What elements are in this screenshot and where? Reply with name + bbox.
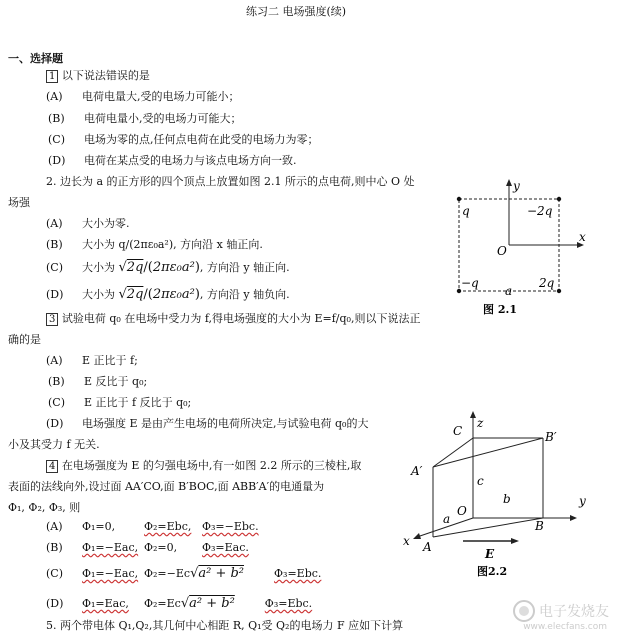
q2-stem-line2: 场强 bbox=[8, 196, 30, 209]
q1-option-d bbox=[48, 152, 297, 168]
option-text: 电场为零的点,任何点电荷在此受的电场力为零； bbox=[84, 133, 319, 146]
option-part: Φ₃=Ebc. bbox=[264, 597, 313, 610]
q4-option-a bbox=[46, 520, 259, 533]
q1-number: 1 bbox=[46, 70, 58, 83]
q4-number: 4 bbox=[46, 460, 58, 473]
q3-option-d-continued: 小及其受力 f 无关. bbox=[8, 438, 100, 451]
z-arrow-icon bbox=[470, 411, 476, 418]
edge-CA' bbox=[433, 438, 473, 467]
q5-stem: 5. 两个带电体 Q₁,Q₂,其几何中心相距 R, Q₁受 Q₂的电场力 F 应如下计算 bbox=[46, 619, 404, 632]
q2c-formula: √2q/(2πε₀a²) bbox=[118, 260, 200, 275]
option-label: (C) bbox=[48, 133, 65, 146]
sqrt-radicand: a² + b² bbox=[198, 566, 245, 581]
q2-option-d bbox=[46, 286, 290, 302]
label-B: B bbox=[535, 519, 544, 533]
label-C: C bbox=[453, 424, 463, 438]
charge-point bbox=[457, 197, 461, 201]
q1-stem bbox=[46, 67, 150, 83]
q3-option-b bbox=[48, 373, 147, 389]
option-part: Φ₃=Eac. bbox=[202, 541, 249, 554]
label-q-tr: −2q bbox=[527, 204, 553, 218]
watermark-url: www.elecfans.com bbox=[523, 622, 607, 632]
option-label: (A) bbox=[46, 354, 63, 367]
option-label: (C) bbox=[48, 396, 65, 409]
label-x: x bbox=[579, 230, 586, 244]
label-origin: O bbox=[497, 244, 507, 258]
label-y: y bbox=[579, 494, 586, 508]
watermark-text: 电子发烧友 bbox=[539, 604, 609, 620]
option-label: (B) bbox=[48, 112, 65, 125]
figure-2-2 bbox=[395, 405, 595, 580]
label-Bprime: B′ bbox=[545, 430, 557, 444]
q3-stem-line1 bbox=[46, 310, 420, 326]
q3-option-c bbox=[48, 394, 191, 410]
option-text-post: , 方向沿 y 轴正向. bbox=[199, 261, 290, 274]
q4-stem-text: 在电场强度为 E 的匀强电场中,有一如图 2.2 所示的三棱柱,取 bbox=[61, 459, 362, 472]
label-O: O bbox=[457, 504, 467, 518]
q1-stem-text: 以下说法错误的是 bbox=[61, 69, 150, 82]
label-q-tl: q bbox=[462, 204, 470, 218]
y-arrow-icon bbox=[570, 515, 577, 521]
formula-numerator: 2q bbox=[126, 260, 144, 275]
watermark-logo-icon bbox=[513, 600, 535, 622]
option-text: 大小为零. bbox=[82, 217, 130, 230]
q2-option-c bbox=[46, 259, 290, 275]
option-part: Φ₁=−Eac, bbox=[82, 567, 139, 580]
option-part: Φ₂=−Ec bbox=[144, 567, 191, 580]
option-text-post: , 方向沿 y 轴负向. bbox=[199, 288, 290, 301]
q2-option-a bbox=[46, 215, 130, 231]
q1-option-c bbox=[48, 131, 319, 147]
charge-point bbox=[557, 289, 561, 293]
field-arrow-icon bbox=[511, 538, 519, 544]
q3-stem-text: 试验电荷 q₀ 在电场中受力为 f,得电场强度的大小为 E=f/q₀,则以下说法正 bbox=[61, 312, 421, 325]
figure-caption: 图2.2 bbox=[477, 565, 508, 578]
option-text: 大小为 bbox=[82, 288, 115, 301]
option-part: Φ₃=Ebc. bbox=[274, 567, 322, 580]
x-arrow-icon bbox=[413, 533, 421, 539]
option-part: Φ₁=0, bbox=[82, 520, 116, 533]
option-text: E 正比于 f 反比于 q₀; bbox=[84, 396, 192, 409]
q4-option-c bbox=[46, 566, 321, 581]
q2d-formula: √2q/(2πε₀a²) bbox=[118, 287, 200, 302]
edge-A'B' bbox=[433, 438, 543, 467]
option-text: E 反比于 q₀; bbox=[84, 375, 148, 388]
option-label: (A) bbox=[46, 217, 63, 230]
sqrt-radicand: a² + b² bbox=[189, 596, 235, 611]
option-text: 大小为 bbox=[82, 261, 115, 274]
label-E: E bbox=[485, 547, 495, 561]
option-label: (B) bbox=[46, 238, 63, 251]
q4-option-b bbox=[46, 541, 249, 554]
charge-point bbox=[557, 197, 561, 201]
option-label: (A) bbox=[46, 90, 63, 103]
option-label: (C) bbox=[46, 567, 63, 580]
watermark bbox=[513, 600, 609, 622]
q2-option-b bbox=[46, 236, 263, 252]
q1-option-b bbox=[48, 110, 242, 126]
option-label: (D) bbox=[46, 288, 64, 301]
option-text: 电荷电量小,受的电场力可能大； bbox=[84, 112, 242, 125]
option-text: E 正比于 f; bbox=[82, 354, 138, 367]
label-A: A bbox=[423, 540, 432, 554]
figure-caption: 图 2.1 bbox=[483, 303, 517, 316]
option-label: (B) bbox=[46, 541, 63, 554]
sqrt-expr: √a² + b² bbox=[190, 566, 245, 581]
label-x: x bbox=[403, 534, 410, 548]
option-part: Φ₁=Eac, bbox=[82, 597, 129, 610]
q3-stem-line2: 确的是 bbox=[8, 333, 41, 346]
q3-option-a bbox=[46, 352, 138, 368]
formula-denominator: 2πε₀a² bbox=[152, 287, 195, 302]
label-a: a bbox=[505, 284, 513, 298]
option-label: (B) bbox=[48, 375, 65, 388]
q3-number: 3 bbox=[46, 313, 58, 326]
option-text: 电场强度 E 是由产生电场的电荷所决定,与试验电荷 q₀的大 bbox=[82, 417, 369, 430]
page-title: 练习二 电场强度(续) bbox=[246, 5, 347, 18]
option-label: (D) bbox=[46, 597, 64, 610]
option-label: (D) bbox=[46, 417, 64, 430]
y-arrow-icon bbox=[506, 179, 512, 186]
option-label: (C) bbox=[46, 261, 63, 274]
label-z: z bbox=[477, 416, 484, 430]
label-b: b bbox=[503, 492, 511, 506]
option-part: Φ₂=Ec bbox=[144, 597, 181, 610]
q4-stem-line1 bbox=[46, 457, 361, 473]
label-y: y bbox=[513, 179, 520, 193]
label-q-br: 2q bbox=[539, 276, 555, 290]
q4-stem-line3: Φ₁, Φ₂, Φ₃, 则 bbox=[8, 501, 81, 514]
option-text: 电荷在某点受的电场力与该点电场方向一致. bbox=[84, 154, 297, 167]
q1-option-a bbox=[46, 88, 240, 104]
figure-2-1 bbox=[445, 175, 595, 320]
option-part: Φ₂=0, bbox=[144, 541, 178, 554]
option-text: 大小为 q/(2πε₀a²), 方向沿 x 轴正向. bbox=[82, 238, 263, 251]
sqrt-expr: √a² + b² bbox=[180, 596, 235, 611]
q2-stem-line1: 2. 边长为 a 的正方形的四个顶点上放置如图 2.1 所示的点电荷,则中心 O 处 bbox=[46, 175, 415, 188]
option-label: (A) bbox=[46, 520, 63, 533]
q3-option-d bbox=[46, 415, 368, 431]
option-part: Φ₃=−Ebc. bbox=[202, 520, 259, 533]
option-part: Φ₁=−Eac, bbox=[82, 541, 139, 554]
q4-stem-line2: 表面的法线向外,设过面 AA′CO,面 B′BOC,面 ABB′A′的电通量为 bbox=[8, 480, 325, 493]
formula-denominator: 2πε₀a² bbox=[152, 260, 195, 275]
label-Aprime: A′ bbox=[411, 464, 423, 478]
section-heading: 一、选择题 bbox=[8, 52, 63, 65]
label-c: c bbox=[477, 474, 484, 488]
option-part: Φ₂=Ebc, bbox=[144, 520, 192, 533]
q4-option-d bbox=[46, 596, 312, 611]
option-label: (D) bbox=[48, 154, 66, 167]
option-text: 电荷电量大,受的电场力可能小； bbox=[82, 90, 240, 103]
formula-numerator: 2q bbox=[126, 287, 144, 302]
label-a: a bbox=[443, 512, 451, 526]
label-q-bl: −q bbox=[461, 276, 479, 290]
